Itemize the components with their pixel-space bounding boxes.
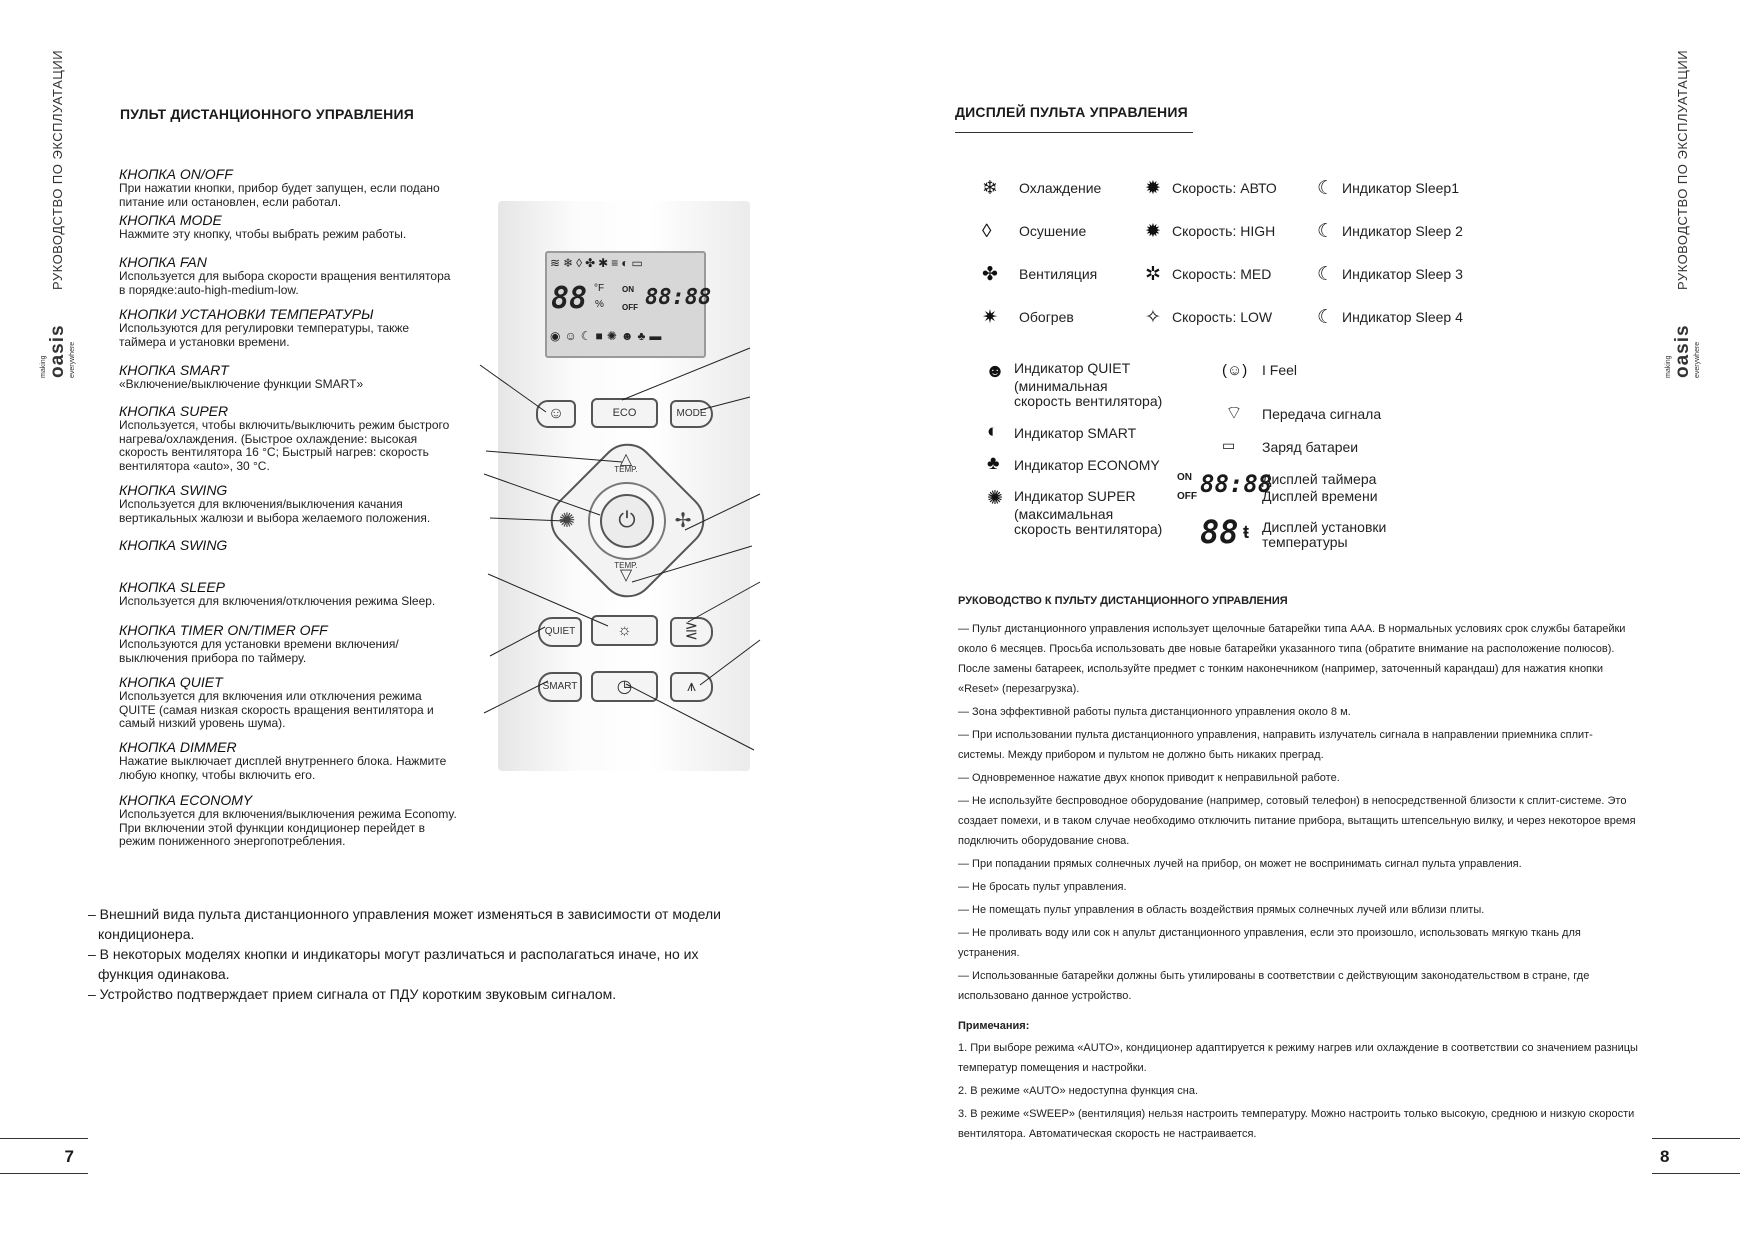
mode-button-label: MODE [676, 408, 707, 419]
smart-indicator: Индикатор SMART [1014, 425, 1137, 441]
clock-icon: ◷ [616, 676, 633, 696]
fan-icon: ✤ [585, 256, 599, 270]
guide-item: — Одновременное нажатие двух кнопок приводит к неправильной работе. [958, 772, 1340, 784]
lcd-unit-bottom: % [595, 299, 604, 310]
guide-item: — При использовании пульта дистанционного управления, направить излучатель сигнала в направлении приемника сплит-системы. Между прибором и пультом не должно быть никаких преград. [958, 729, 1593, 761]
snowflake-icon: ❄ [563, 256, 577, 270]
indicator-label: Индикатор Sleep 2 [1342, 223, 1463, 239]
ifeel-indicator: I Feel [1262, 362, 1298, 378]
leader-line [688, 582, 760, 622]
logo-small-bottom: everywhere [69, 341, 76, 378]
guide-item: — При попадании прямых солнечных лучей на прибор, он может не воспринимать сигнал пульта управления. [958, 858, 1522, 870]
lcd-on: ON [622, 285, 634, 294]
button-description-heading: КНОПКА MODE [119, 212, 222, 228]
button-description-text: Используется, чтобы включить/выключить режим быстрого нагрева/охлаждения. (Быстрое охлаждение: высокая скорость вентилятора 16 °С; Быстрый нагрев: скорость вентилятора «auto», 30 °С. [119, 418, 450, 473]
moon-icon: ☾ [1317, 264, 1335, 285]
lcd-time: 88:88 [645, 285, 712, 310]
button-description-text: Нажмите эту кнопку, чтобы выбрать режим работы. [119, 227, 407, 241]
economy-indicator: Индикатор ECONOMY [1014, 457, 1160, 473]
smart-icon: ◐ [987, 421, 999, 442]
super-indicator [1014, 489, 1162, 537]
lcd-temp: 88 [551, 281, 588, 316]
timer-indicator [1262, 471, 1378, 505]
economy-icon: ♣ [987, 453, 1000, 474]
super-swirl-icon: ✺ [558, 510, 576, 532]
logo-small-top: making [1665, 355, 1672, 378]
dimmer-bulb-icon: ☼ [617, 622, 632, 639]
remote-guide [958, 595, 1638, 1147]
page-number-right-text: 8 [1660, 1147, 1670, 1166]
quiet-line1: Индикатор QUIET [1014, 360, 1131, 376]
guide-title: РУКОВОДСТВО К ПУЛЬТУ ДИСТАНЦИОННОГО УПРАВЛЕНИЯ [958, 595, 1288, 607]
button-description-text: Используется для включения/выключения режима Economy. При включении этой функции кондиционер перейдет в режим пониженного энергопотребления. [119, 807, 457, 848]
indicator-label: Скорость: АВТО [1172, 180, 1277, 196]
temp-line1: Дисплей установки [1262, 519, 1387, 535]
quiet-icon: ☻ [620, 329, 638, 343]
indicator-label: Обогрев [1019, 309, 1074, 325]
guide-item: — Не помещать пульт управления в область воздействия прямых солнечных лучей или вблизи плиты. [958, 904, 1485, 916]
leader-line [484, 474, 600, 515]
moon-icon: ☾ [1317, 307, 1335, 328]
fan-med-icon: ✲ [1145, 264, 1161, 285]
leader-line [622, 348, 750, 400]
button-description-heading: КНОПКА TIMER ON/TIMER OFF [119, 622, 328, 638]
notes-title: Примечания: [958, 1020, 1030, 1032]
indicator-label: Индикатор Sleep 4 [1342, 309, 1463, 325]
smart-button-label: SMART [542, 681, 578, 692]
logo-brand: oasis [1672, 324, 1693, 378]
sun-icon: ✱ [598, 256, 612, 270]
ifeel-icon: (☺) [1222, 362, 1248, 379]
eco-button-label: ECO [612, 407, 637, 419]
leader-line [700, 640, 760, 685]
guide-note: 3. В режиме «SWEEP» (вентиляция) нельзя настроить температуру. Можно настроить только высокую, среднюю и низкую скорости вентилятора. Автоматическая скорость не настраивается. [958, 1108, 1635, 1140]
button-description-heading: КНОПКА QUIET [119, 674, 223, 690]
swing-icon: ⋛ [684, 623, 699, 640]
leader-line [480, 365, 546, 412]
indicator-label: Осушение [1019, 223, 1087, 239]
lock-icon: ■ [595, 329, 607, 343]
indicator-label: Скорость: LOW [1172, 309, 1273, 325]
droplet-icon: ◊ [982, 221, 992, 242]
button-description-text: Нажатие выключает дисплей внутреннего блока. Нажмите любую кнопку, чтобы включить его. [119, 754, 447, 782]
timer-digits: 88:88 [1200, 470, 1273, 498]
page-title-right: ДИСПЛЕЙ ПУЛЬТА УПРАВЛЕНИЯ [955, 104, 1188, 120]
fan-icon: ✢ [674, 510, 692, 532]
guide-items [958, 619, 1638, 1006]
timer-line1: Дисплей таймера [1262, 471, 1377, 487]
button-description-text: «Включение/выключение функции SMART» [119, 377, 364, 391]
ifeel-icon: ☺ [564, 329, 581, 343]
leader-line [685, 494, 760, 530]
quiet-indicator [1014, 361, 1162, 409]
snowflake-icon: ❄ [982, 178, 998, 199]
super-line3: скорость вентилятора) [1014, 521, 1163, 537]
button-description-heading: КНОПКА DIMMER [119, 739, 237, 755]
super-icon: ✺ [987, 488, 1003, 509]
button-description-text: Используется для выбора скорости вращения вентилятора в порядке:auto-high-medium-low. [119, 269, 451, 297]
super-icon: ◉ [550, 329, 565, 343]
temp-digits: 88 [1200, 513, 1239, 551]
leader-line [486, 451, 622, 462]
guide-item: — Пульт дистанционного управления использует щелочные батарейки типа ААА. В нормальных условиях срок службы батарейки около 6 месяцев. Просьба использовать две новые батарейки указанного типа (обратите внимание на расположение полюсов). После замены батареек, используйте предмет с тонким наконечником (например, заточенный карандаш) для нажатия кнопки «Reset» (перезагрузка). [958, 623, 1626, 695]
temp-down-label: TEMP. [614, 561, 638, 570]
guide-item: — Не бросать пульт управления. [958, 881, 1127, 893]
moon-icon: ☾ [1317, 178, 1335, 199]
indicator-label: Вентиляция [1019, 266, 1098, 282]
button-description-heading: КНОПКА ECONOMY [119, 792, 253, 808]
fan-icon: ✺ [606, 329, 621, 343]
left-note: – Внешний вида пульта дистанционного управления может изменяться в зависимости от модели кондиционера. [88, 906, 721, 942]
timer-off-label: OFF [1177, 491, 1197, 502]
quiet-icon: ☻ [985, 361, 1005, 382]
swing-h-icon: ⩚ [686, 678, 697, 695]
logo-small-top: making [40, 355, 47, 378]
signal-icon: ⌔ [1225, 403, 1243, 424]
page-number-left-text: 7 [64, 1147, 74, 1166]
lcd-off: OFF [622, 303, 638, 312]
indicator-label: Индикатор Sleep 3 [1342, 266, 1463, 282]
indicator-label: Скорость: HIGH [1172, 223, 1276, 239]
moon-icon: ☾ [1317, 221, 1335, 242]
guide-note: 2. В режиме «AUTO» недоступна функция сна. [958, 1085, 1198, 1097]
leader-line [626, 684, 754, 750]
guide-item: — Не проливать воду или сок н апульт дистанционного управления, если это произошло, использовать мягкую ткань для устранения. [958, 927, 1581, 959]
lcd-unit-top: °F [594, 283, 605, 294]
fan-high-icon: ✹ [1145, 221, 1161, 242]
battery-indicator: Заряд батареи [1262, 439, 1359, 455]
title-underline [955, 132, 1193, 133]
button-description-text: Используется для включения или отключения режима QUITE (самая низкая скорость вращения вентилятора и самый низкий уровень шума). [119, 689, 434, 730]
celsius-icon: ŧ [1243, 522, 1249, 542]
guide-note: 1. При выборе режима «AUTO», кондиционер адаптируется к режиму нагрев или охлаждение в соответствии со значением разницы температур помещения и настройки. [958, 1042, 1638, 1074]
guide-item: — Не используйте беспроводное оборудование (например, сотовый телефон) в непосредственной близости к сплит-системе. Это создает помехи, и в таком случае необходимо отключить питание прибора, вытащить штепсельную вилку, и через некоторое время подключить оборудование снова. [958, 795, 1636, 847]
left-note: – Устройство подтверждает прием сигнала от ПДУ коротким звуковым сигналом. [88, 986, 617, 1002]
quiet-line2: (минимальная [1014, 378, 1108, 394]
droplet-icon: ◊ [576, 256, 586, 270]
leader-line [484, 681, 548, 713]
leader-line [490, 518, 565, 521]
moon-face-icon: ☺ [547, 405, 565, 422]
indicator-label: Скорость: MED [1172, 266, 1272, 282]
left-note: – В некоторых моделях кнопки и индикаторы могут различаться и располагаться иначе, но их функция одинакова. [88, 946, 699, 982]
battery-icon: ▭ [631, 256, 646, 270]
super-line2: (максимальная [1014, 506, 1114, 522]
timer-line2: Дисплей времени [1262, 488, 1378, 504]
super-line1: Индикатор SUPER [1014, 488, 1136, 504]
signal-icon: ≋ [550, 256, 564, 270]
moon-icon: ☾ [580, 329, 596, 343]
button-description-text: При нажатии кнопки, прибор будет запущен, если подано питание или остановлен, если работал. [119, 181, 440, 209]
fan-icon: ✤ [982, 264, 998, 285]
leader-line [700, 397, 750, 410]
button-description-text: Используется для включения/отключения режима Sleep. [119, 594, 436, 608]
leader-line [488, 574, 608, 626]
power-icon: ⏻ [618, 507, 636, 532]
leader-line [490, 627, 545, 656]
temp-up-label: TEMP. [614, 465, 638, 474]
indicator-label: Охлаждение [1019, 180, 1102, 196]
economy-icon: ♣ [637, 329, 650, 343]
button-description-heading: КНОПКИ УСТАНОВКИ ТЕМПЕРАТУРЫ [119, 306, 374, 322]
button-description-text: Используются для установки времени включения/выключения прибора по таймеру. [119, 637, 399, 665]
quiet-button-label: QUIET [544, 626, 576, 637]
temp-line2: температуры [1262, 534, 1348, 550]
timer-on-label: ON [1177, 472, 1192, 483]
button-description-heading: КНОПКА SWING [119, 537, 228, 553]
button-description-heading: КНОПКА FAN [119, 254, 207, 270]
triangle-up-icon: △ [619, 451, 633, 468]
signal-indicator: Передача сигнала [1262, 406, 1382, 422]
guide-item: — Использованные батарейки должны быть утилированы в соответствии с действующим законодательством в стране, где использовано данное устройство. [958, 970, 1590, 1002]
button-description-heading: КНОПКА SLEEP [119, 579, 226, 595]
page-title-left: ПУЛЬТ ДИСТАНЦИОННОГО УПРАВЛЕНИЯ [120, 106, 415, 122]
guide-notes [958, 1038, 1638, 1144]
quiet-line3: скорость вентилятора) [1014, 393, 1163, 409]
button-description-heading: КНОПКА SUPER [119, 403, 229, 419]
fan-low-icon: ✧ [1145, 307, 1161, 328]
battery-icon: ▭ [1222, 437, 1236, 453]
indicator-label: Индикатор Sleep1 [1342, 180, 1460, 196]
side-label-right: РУКОВОДСТВО ПО ЭКСПЛУАТАЦИИ [1675, 49, 1690, 290]
button-description-heading: КНОПКА SMART [119, 362, 229, 378]
dimmer-icon: ▬ [649, 329, 666, 343]
sun-icon: ✷ [982, 307, 998, 328]
leader-line [632, 546, 752, 582]
guide-item: — Зона эффективной работы пульта дистанционного управления около 8 м. [958, 706, 1351, 718]
smart-icon: ◐ [621, 256, 632, 270]
logo-brand: oasis [47, 324, 68, 378]
fan-auto-icon: ✹ [1145, 178, 1161, 199]
side-label-left: РУКОВОДСТВО ПО ЭКСПЛУАТАЦИИ [50, 49, 65, 290]
fan-speed-icon: ≡ [611, 256, 622, 270]
button-description-text: Используется для включения/выключения качания вертикальных жалюзи и выбора желаемого положения. [119, 497, 431, 525]
button-description-text: Используются для регулировки температуры, также таймера и установки времени. [119, 321, 410, 349]
temp-indicator [1262, 520, 1386, 550]
button-description-heading: КНОПКА ON/OFF [119, 166, 233, 182]
left-notes [88, 904, 728, 1004]
logo-small-bottom: everywhere [1694, 341, 1701, 378]
button-description-heading: КНОПКА SWING [119, 482, 228, 498]
triangle-down-icon: ▽ [619, 567, 633, 584]
